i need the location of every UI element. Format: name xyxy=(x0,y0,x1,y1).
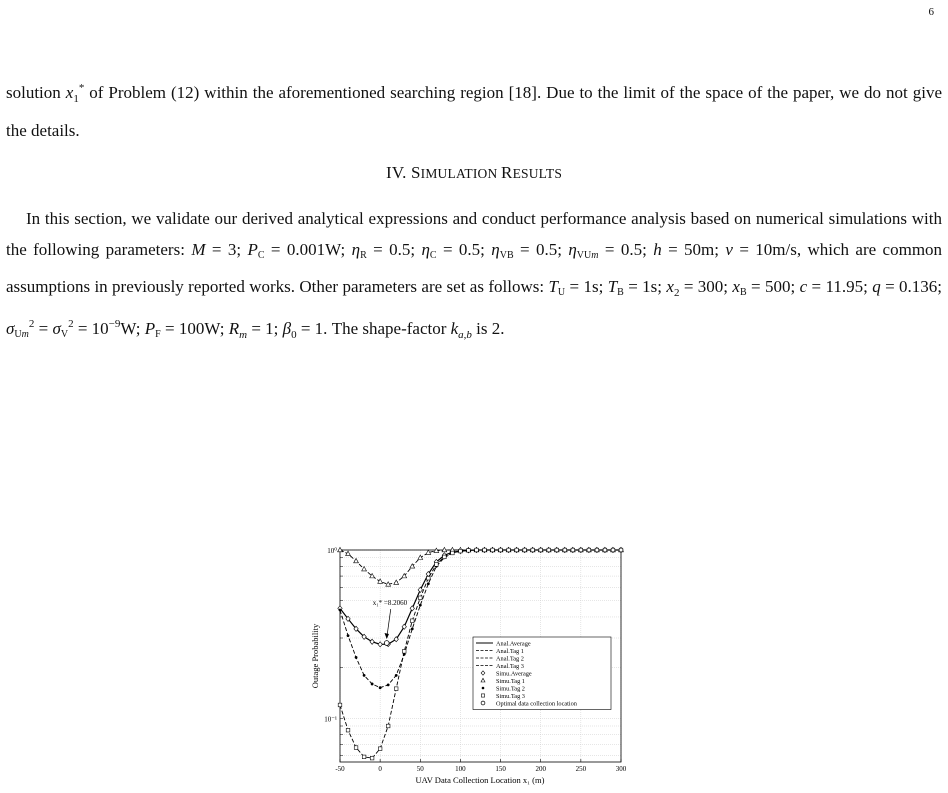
data-point xyxy=(427,582,430,585)
data-point xyxy=(515,548,519,552)
data-point xyxy=(338,547,343,551)
data-point xyxy=(379,686,382,689)
data-point xyxy=(483,548,487,552)
x-tick-label: 200 xyxy=(535,765,546,773)
outage-probability-chart xyxy=(305,540,645,790)
data-point xyxy=(338,703,342,707)
data-point xyxy=(370,639,374,644)
data-point xyxy=(355,656,358,659)
annotation-label: x₁* =8.2060 xyxy=(372,599,408,608)
legend-box xyxy=(473,637,611,710)
x-axis-label: UAV Data Collection Location x₁ (m) xyxy=(415,775,545,785)
y-tick-label: 10⁻¹ xyxy=(324,715,337,724)
legend-entry: Simu.Tag 1 xyxy=(496,677,525,685)
x-tick-label: 0 xyxy=(378,765,382,773)
data-point xyxy=(387,683,390,686)
data-point xyxy=(354,558,359,562)
data-point xyxy=(459,549,463,553)
legend-swatch xyxy=(481,701,485,705)
data-point xyxy=(587,548,591,552)
chart-legend xyxy=(473,637,611,710)
data-point xyxy=(563,548,567,552)
data-point xyxy=(378,642,382,647)
data-point xyxy=(555,548,559,552)
legend-entry: Simu.Average xyxy=(496,670,532,678)
page-number: 6 xyxy=(928,6,934,18)
data-point xyxy=(619,548,623,552)
data-point xyxy=(339,609,342,612)
data-point xyxy=(595,548,599,552)
legend-entry: Simu.Tag 2 xyxy=(496,685,525,693)
series-line-2 xyxy=(340,550,621,584)
data-point xyxy=(346,728,350,732)
legend-entry: Anal.Average xyxy=(496,640,531,648)
x-tick-label: 150 xyxy=(495,765,506,773)
data-point xyxy=(411,627,414,630)
data-point xyxy=(362,755,366,759)
data-point xyxy=(410,606,414,611)
legend-swatch xyxy=(481,694,484,697)
x-tick-label: 50 xyxy=(416,765,424,773)
data-point xyxy=(475,548,479,552)
series-line-1 xyxy=(340,550,621,644)
data-point xyxy=(362,567,367,571)
data-point xyxy=(467,549,471,553)
data-point xyxy=(442,547,447,551)
data-point xyxy=(418,555,423,559)
x-tick-label: 100 xyxy=(455,765,466,773)
x-tick-label: -50 xyxy=(335,765,345,773)
data-point xyxy=(394,580,399,584)
data-point xyxy=(603,548,607,552)
data-point xyxy=(539,548,543,552)
chart-annotation xyxy=(373,599,408,645)
data-point xyxy=(499,548,503,552)
data-point xyxy=(451,551,455,555)
data-point xyxy=(523,548,527,552)
paragraph-simulation: In this section, we validate our derived analytical expressions and conduct performance analysis based on numerical simulations with the following parameters: M = 3; PC = 0.001W; ηR = 0.5; ηC = 0.5; ηVB = 0.5; ηVUm = 0.5; h = 50m; v = 10m/s, which are common assumptions in previously reported works. Other parameters are set as follows: TU = 1s; TB = 1s; $x_2 = 300$; xB = 500; c = 11.95; q = 0.136; $\sigma Um^2 = \sigma V^2 = 10^{-9}W$; PF = 100W; $R_m = 1$; $\beta_0 = 1$. The shape-factor $k_{a,b}$ is 2. xyxy=(6,209,943,341)
data-point xyxy=(507,548,511,552)
section-title: IV. SIMULATION RESULTS xyxy=(385,163,563,182)
data-point xyxy=(402,650,406,654)
data-point xyxy=(611,548,615,552)
legend-entry: Optimal data collection location xyxy=(496,700,577,708)
data-point xyxy=(386,724,390,728)
data-point xyxy=(370,756,374,760)
legend-entry: Anal.Tag 1 xyxy=(496,647,524,655)
optimal-location-marker xyxy=(384,641,389,646)
data-point xyxy=(378,747,382,751)
data-point xyxy=(354,746,358,750)
data-point xyxy=(378,579,383,583)
x-tick-label: 300 xyxy=(615,765,627,773)
y-axis-label: Outage Probability xyxy=(310,623,320,689)
data-point xyxy=(491,548,495,552)
data-point xyxy=(363,674,366,677)
legend-entry: Simu.Tag 3 xyxy=(496,692,525,700)
data-point xyxy=(435,563,439,567)
data-point xyxy=(410,619,414,623)
data-point xyxy=(394,687,398,691)
legend-swatch xyxy=(482,687,485,690)
data-point xyxy=(371,683,374,686)
data-point xyxy=(571,548,575,552)
data-point xyxy=(418,596,422,600)
data-point xyxy=(579,548,583,552)
y-tick-label: 10⁰ xyxy=(327,547,337,555)
data-point xyxy=(395,674,398,677)
legend-entry: Anal.Tag 3 xyxy=(496,662,524,670)
data-point xyxy=(427,576,431,580)
data-point xyxy=(547,548,551,552)
paragraph-intro: solution $x_1^*$ of Problem (12) within the aforementioned searching region [18]. Due to the limit of the space of the paper, we do not give the details. xyxy=(6,82,942,140)
data-point xyxy=(419,604,422,607)
data-point xyxy=(443,555,447,559)
x-tick-label: 250 xyxy=(575,765,587,773)
legend-entry: Anal.Tag 2 xyxy=(496,655,524,663)
data-point xyxy=(347,634,350,637)
data-point xyxy=(531,548,535,552)
